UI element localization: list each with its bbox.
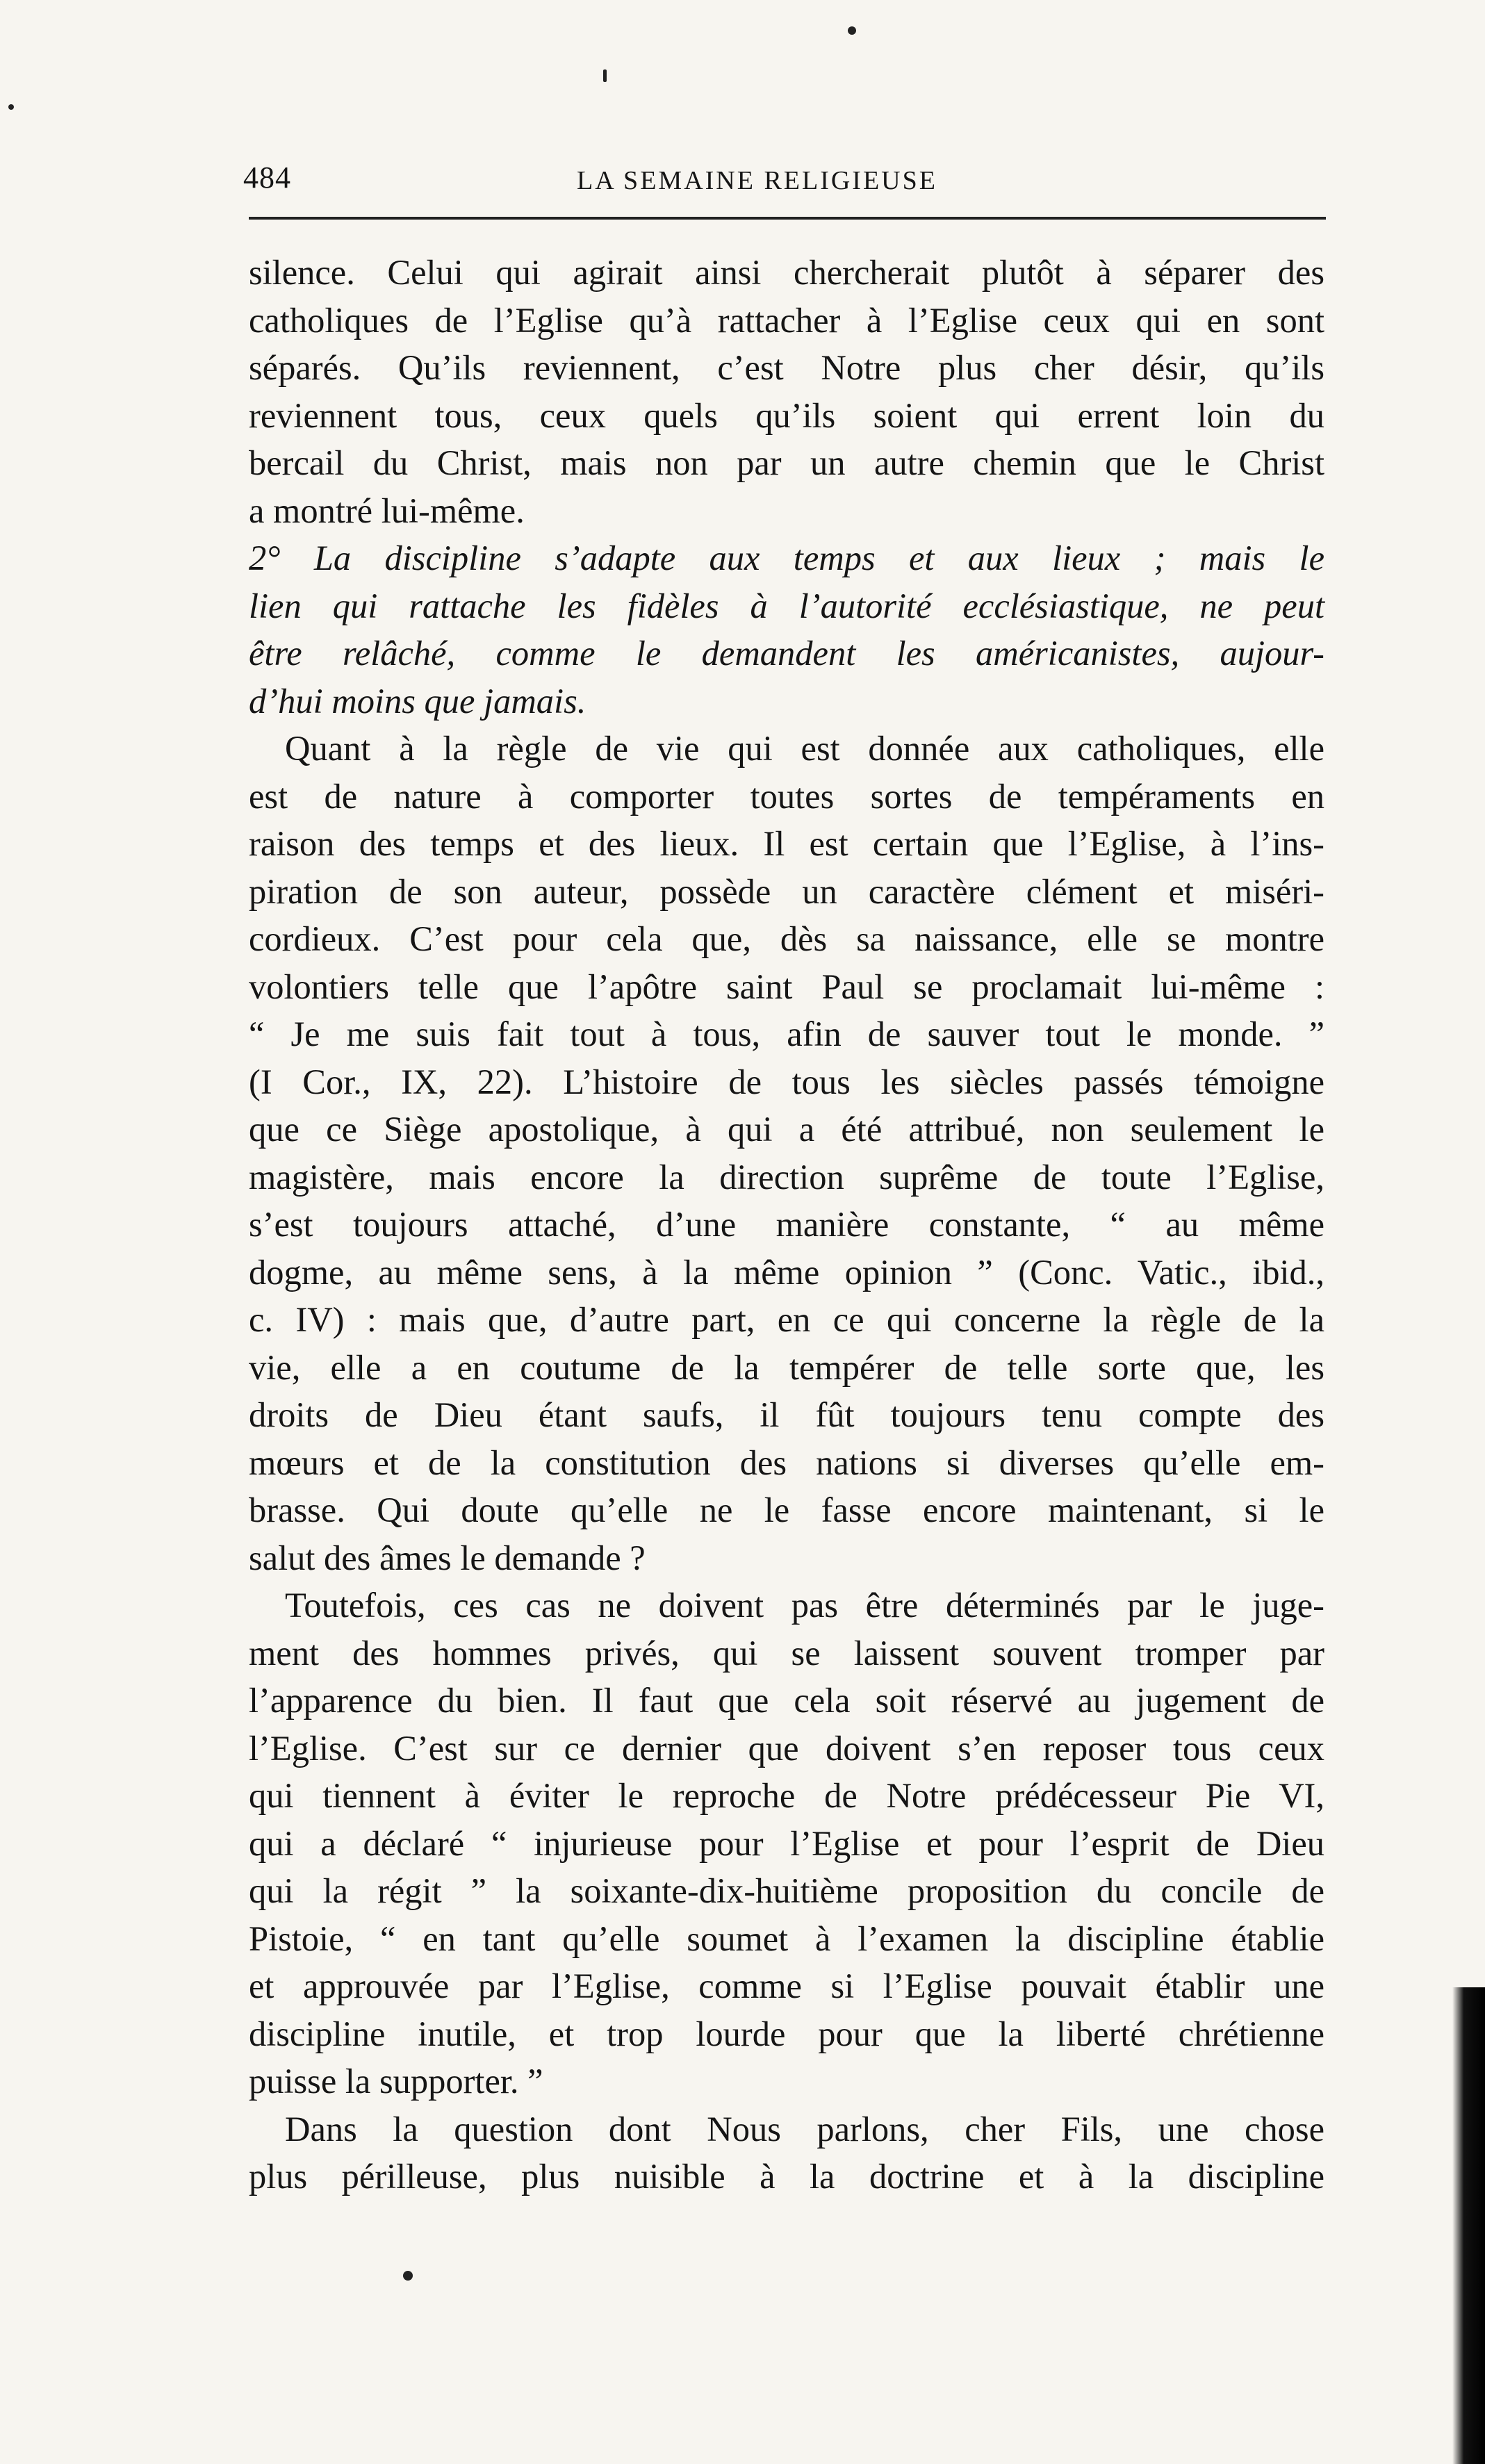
text-line: droits de Dieu étant saufs, il fût toujours tenu compte des <box>249 1395 1324 1434</box>
text-line: vie, elle a en coutume de la tempérer de telle sorte que, les <box>249 1347 1324 1387</box>
book-spine-shadow <box>1452 1987 1485 2464</box>
text-line: Quant à la règle de vie qui est donnée aux catholiques, elle <box>285 729 1324 768</box>
text-line: qui tiennent à éviter le reproche de Notre prédécesseur Pie VI, <box>249 1776 1324 1815</box>
text-line: c. IV) : mais que, d’autre part, en ce qui concerne la règle de la <box>249 1300 1324 1339</box>
print-speck <box>403 2271 413 2281</box>
text-line: silence. Celui qui agirait ainsi chercherait plutôt à séparer des <box>249 253 1324 292</box>
page-number: 484 <box>243 161 291 195</box>
text-line: plus périlleuse, plus nuisible à la doctrine et à la discipline <box>249 2157 1324 2196</box>
text-line: brasse. Qui doute qu’elle ne le fasse encore maintenant, si le <box>249 1490 1324 1529</box>
text-line: puisse la supporter. ” <box>249 2062 543 2101</box>
text-line: volontiers telle que l’apôtre saint Paul se proclamait lui-même : <box>249 967 1324 1006</box>
text-line: discipline inutile, et trop lourde pour que la liberté chrétienne <box>249 2014 1324 2053</box>
text-line: d’hui moins que jamais. <box>249 681 586 721</box>
print-speck <box>848 26 856 35</box>
text-line: bercail du Christ, mais non par un autre chemin que le Christ <box>249 443 1324 482</box>
text-line: 2° La discipline s’adapte aux temps et aux lieux ; mais le <box>249 539 1324 577</box>
text-line: Toutefois, ces cas ne doivent pas être déterminés par le juge- <box>285 1586 1324 1625</box>
text-line: l’Eglise. C’est sur ce dernier que doivent s’en reposer tous ceux <box>249 1728 1324 1768</box>
text-line: mœurs et de la constitution des nations si diverses qu’elle em- <box>249 1443 1324 1482</box>
header-rule <box>249 217 1326 220</box>
text-line: séparés. Qu’ils reviennent, c’est Notre plus cher désir, qu’ils <box>249 348 1324 387</box>
body-text <box>249 249 1324 2201</box>
text-line: piration de son auteur, possède un caractère clément et miséri- <box>249 871 1324 911</box>
text-line: catholiques de l’Eglise qu’à rattacher à l’Eglise ceux qui en sont <box>249 300 1324 340</box>
text-line: salut des âmes le demande ? <box>249 1538 646 1577</box>
text-line: magistère, mais encore la direction suprême de toute l’Eglise, <box>249 1157 1324 1197</box>
page-header <box>243 160 1327 208</box>
text-line: reviennent tous, ceux quels qu’ils soient qui errent loin du <box>249 395 1324 435</box>
text-line: qui a déclaré “ injurieuse pour l’Eglise et pour l’esprit de Dieu <box>249 1823 1324 1863</box>
text-line: être relâché, comme le demandent les américanistes, aujour- <box>249 634 1324 673</box>
text-line: qui la régit ” la soixante-dix-huitième proposition du concile de <box>249 1871 1324 1910</box>
text-line: Dans la question dont Nous parlons, cher Fils, une chose <box>285 2109 1324 2149</box>
text-line: s’est toujours attaché, d’une manière constante, “ au même <box>249 1205 1324 1244</box>
print-speck <box>603 69 607 82</box>
text-line: (I Cor., IX, 22). L’histoire de tous les siècles passés témoigne <box>249 1062 1324 1101</box>
text-line: l’apparence du bien. Il faut que cela soit réservé au jugement de <box>249 1681 1324 1720</box>
text-line: lien qui rattache les fidèles à l’autorité ecclésiastique, ne peut <box>249 586 1324 625</box>
text-line: et approuvée par l’Eglise, comme si l’Eglise pouvait établir une <box>249 1966 1324 2005</box>
text-line: dogme, au même sens, à la même opinion ” (Conc. Vatic., ibid., <box>249 1252 1324 1292</box>
running-title: LA SEMAINE RELIGIEUSE <box>577 166 937 195</box>
text-line: ment des hommes privés, qui se laissent souvent tromper par <box>249 1633 1324 1673</box>
text-line: “ Je me suis fait tout à tous, afin de sauver tout le monde. ” <box>249 1015 1324 1053</box>
text-line: cordieux. C’est pour cela que, dès sa naissance, elle se montre <box>249 919 1324 958</box>
text-line: a montré lui-même. <box>249 491 525 530</box>
text-line: est de nature à comporter toutes sortes de tempéraments en <box>249 776 1324 816</box>
print-speck <box>8 104 14 110</box>
text-line: raison des temps et des lieux. Il est certain que l’Eglise, à l’ins- <box>249 824 1324 863</box>
text-line: que ce Siège apostolique, à qui a été attribué, non seulement le <box>249 1110 1324 1149</box>
text-line: Pistoie, “ en tant qu’elle soumet à l’examen la discipline établie <box>249 1919 1324 1958</box>
